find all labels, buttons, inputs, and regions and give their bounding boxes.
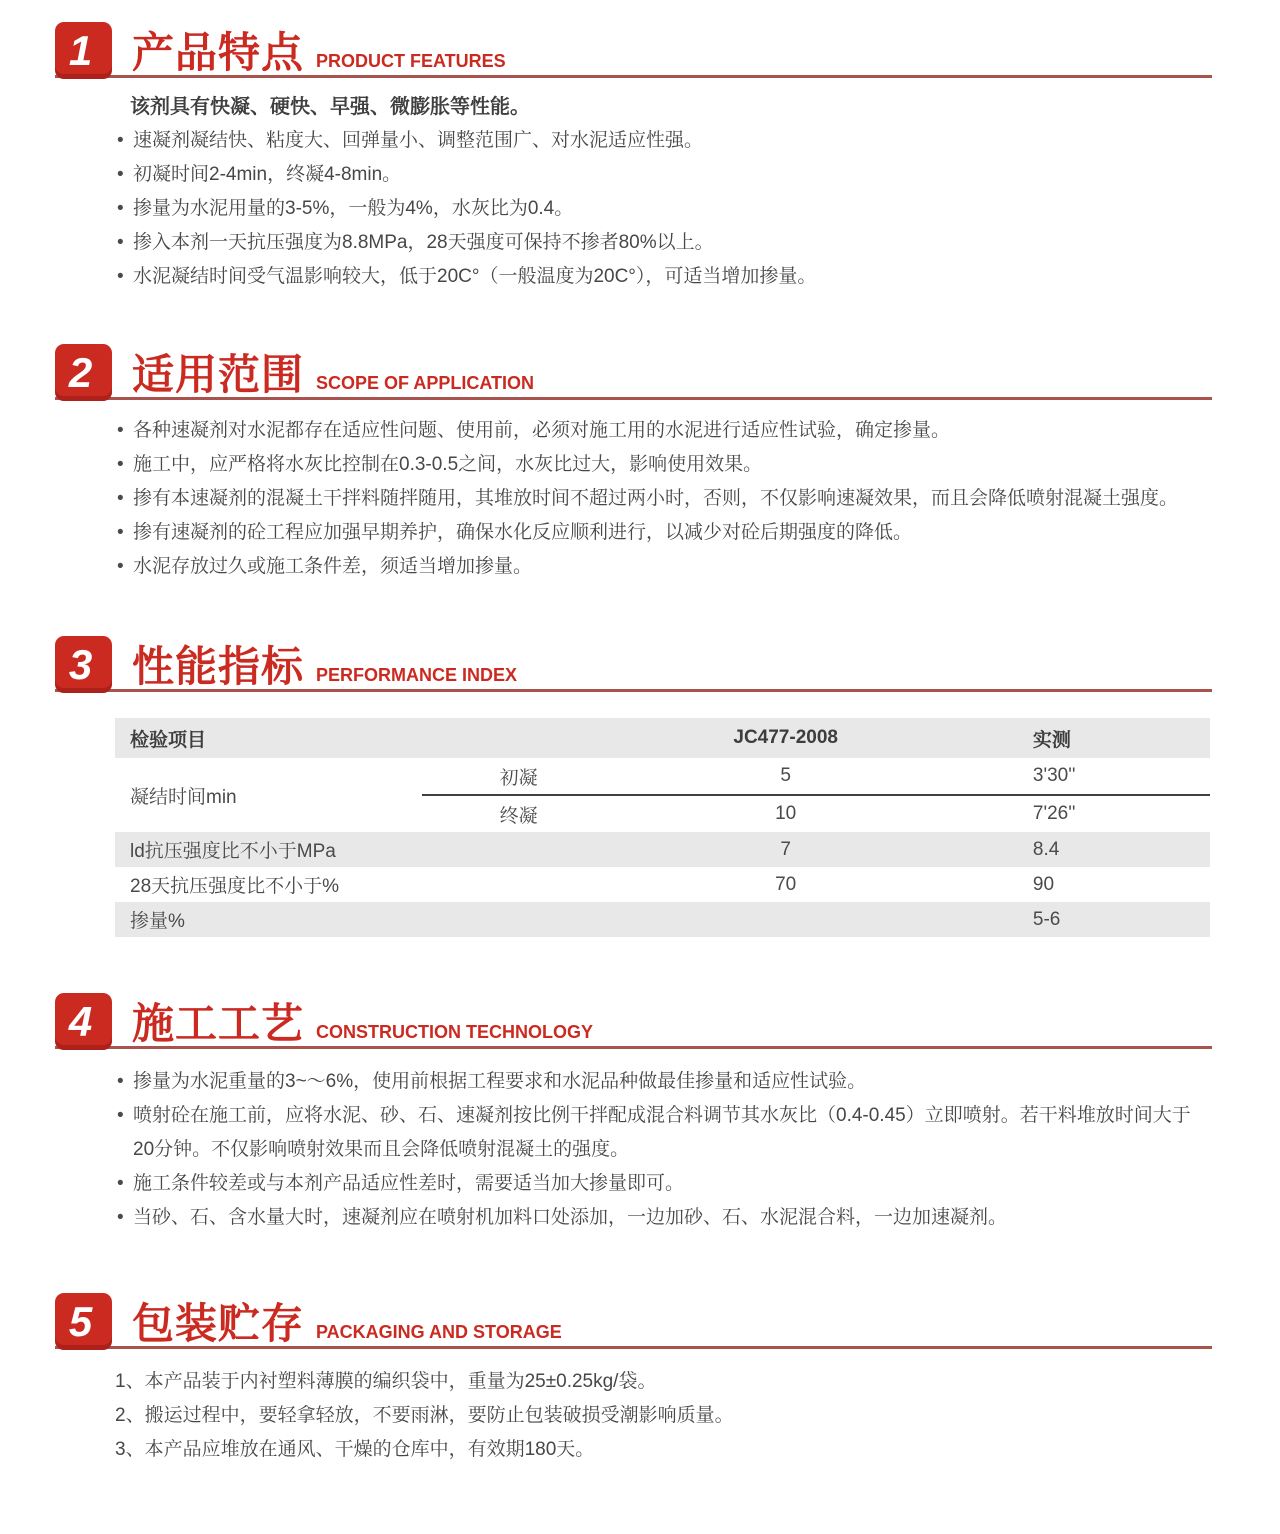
section-product-features — [0, 20, 1280, 294]
cell-item: 28天抗压强度比不小于% — [115, 867, 558, 902]
section-number: 4 — [68, 997, 93, 1045]
table-header-spacer — [422, 718, 559, 758]
cell-standard: 70 — [558, 867, 1012, 902]
section-title: 性能指标 — [132, 643, 305, 690]
list-item: • 掺入本剂一天抗压强度为8.8MPa，28天强度可保持不掺者80%以上。 — [115, 226, 1210, 260]
table-row — [115, 867, 1210, 902]
list-item: • 掺有本速凝剂的混凝土干拌料随拌随用，其堆放时间不超过两小时，否则，不仅影响速凝效果，而且会降低喷射混凝土强度。 — [115, 482, 1210, 516]
cell-item: 掺量% — [115, 902, 558, 937]
section-number-badge — [55, 993, 112, 1050]
cell-measured: 90 — [1013, 867, 1210, 902]
section-title: 施工工艺 — [132, 1000, 305, 1047]
section-number-badge — [55, 636, 112, 693]
section-intro: 该剂具有快凝、硬快、早强、微膨胀等性能。 — [130, 96, 530, 118]
cell-item: 凝结时间min — [115, 758, 422, 832]
section-subtitle-en: CONSTRUCTION TECHNOLOGY — [316, 1022, 594, 1042]
section-number-badge — [55, 344, 112, 401]
performance-table — [115, 718, 1210, 937]
cell-standard — [558, 902, 1012, 937]
bullet-list — [115, 1065, 1210, 1235]
section-title: 适用范围 — [132, 351, 305, 398]
section-subtitle-en: PACKAGING AND STORAGE — [316, 1322, 562, 1342]
section-subtitle-en: PRODUCT FEATURES — [316, 51, 506, 71]
section-subtitle-en: SCOPE OF APPLICATION — [316, 373, 535, 393]
section-body — [115, 1065, 1210, 1235]
list-item: • 施工中，应严格将水灰比控制在0.3-0.5之间，水灰比过大，影响使用效果。 — [115, 448, 1210, 482]
cell-standard: 5 — [558, 758, 1012, 795]
cell-sub-item: 初凝 — [422, 758, 559, 795]
section-title: 产品特点 — [132, 29, 305, 76]
section-header — [55, 634, 1212, 692]
list-item: • 水泥存放过久或施工条件差，须适当增加掺量。 — [115, 550, 1210, 584]
cell-standard: 10 — [558, 795, 1012, 832]
section-body — [115, 718, 1210, 937]
numbered-list — [115, 1365, 1210, 1467]
section-body — [115, 1365, 1210, 1467]
bullet-list — [115, 124, 1210, 294]
section-scope-of-application — [0, 342, 1280, 584]
list-item: • 速凝剂凝结快、粘度大、回弹量小、调整范围广、对水泥适应性强。 — [115, 124, 1210, 158]
section-number-badge — [55, 1293, 112, 1350]
section-title: 包装贮存 — [132, 1300, 305, 1347]
list-item: 3、本产品应堆放在通风、干燥的仓库中，有效期180天。 — [115, 1439, 595, 1460]
bullet-list — [115, 414, 1210, 584]
list-item: • 掺量为水泥用量的3-5%，一般为4%，水灰比为0.4。 — [115, 192, 1210, 226]
cell-sub-item: 终凝 — [422, 795, 559, 832]
table-header-item: 检验项目 — [115, 718, 422, 758]
list-item: • 喷射砼在施工前，应将水泥、砂、石、速凝剂按比例干拌配成混合料调节其水灰比（0.4-0.45）立即喷射。若干料堆放时间大于20分钟。不仅影响喷射效果而且会降低喷射混凝土的强度。 — [115, 1099, 1210, 1167]
section-header — [55, 342, 1212, 400]
cell-measured: 3'30'' — [1013, 758, 1210, 795]
table-row — [115, 902, 1210, 937]
list-item: • 掺量为水泥重量的3~～6%，使用前根据工程要求和水泥品种做最佳掺量和适应性试验。 — [115, 1065, 1210, 1099]
table-header-row — [115, 718, 1210, 758]
cell-item: ld抗压强度比不小于MPa — [115, 832, 558, 867]
section-number: 5 — [68, 1297, 93, 1345]
cell-standard: 7 — [558, 832, 1012, 867]
table-row — [115, 832, 1210, 867]
cell-measured: 8.4 — [1013, 832, 1210, 867]
list-item: • 施工条件较差或与本剂产品适应性差时，需要适当加大掺量即可。 — [115, 1167, 1210, 1201]
list-item: • 掺有速凝剂的砼工程应加强早期养护，确保水化反应顺利进行，以减少对砼后期强度的降低。 — [115, 516, 1210, 550]
section-number: 1 — [68, 26, 93, 74]
section-subtitle-en: PERFORMANCE INDEX — [316, 665, 518, 685]
list-item: 2、搬运过程中，要轻拿轻放，不要雨淋，要防止包装破损受潮影响质量。 — [115, 1405, 734, 1426]
table-header-standard: JC477-2008 — [558, 718, 1012, 758]
list-item: • 初凝时间2-4min，终凝4-8min。 — [115, 158, 1210, 192]
cell-measured: 5-6 — [1013, 902, 1210, 937]
section-performance-index — [0, 634, 1280, 937]
list-item: • 各种速凝剂对水泥都存在适应性问题、使用前，必须对施工用的水泥进行适应性试验，确定掺量。 — [115, 414, 1210, 448]
section-packaging-and-storage — [0, 1291, 1280, 1467]
table-row — [115, 758, 1210, 795]
table-header-measured: 实测 — [1013, 718, 1210, 758]
section-number: 2 — [68, 348, 93, 396]
section-body — [115, 90, 1210, 294]
list-item: • 水泥凝结时间受气温影响较大，低于20C°（一般温度为20C°），可适当增加掺量。 — [115, 260, 1210, 294]
list-item: • 当砂、石、含水量大时，速凝剂应在喷射机加料口处添加，一边加砂、石、水泥混合料，一边加速凝剂。 — [115, 1201, 1210, 1235]
cell-measured: 7'26'' — [1013, 795, 1210, 832]
section-header — [55, 991, 1212, 1049]
section-header — [55, 20, 1212, 78]
section-header — [55, 1291, 1212, 1349]
section-construction-technology — [0, 991, 1280, 1235]
list-item: 1、本产品装于内衬塑料薄膜的编织袋中，重量为25±0.25kg/袋。 — [115, 1371, 657, 1392]
section-number: 3 — [68, 640, 93, 688]
section-number-badge — [55, 22, 112, 79]
section-body — [115, 414, 1210, 584]
